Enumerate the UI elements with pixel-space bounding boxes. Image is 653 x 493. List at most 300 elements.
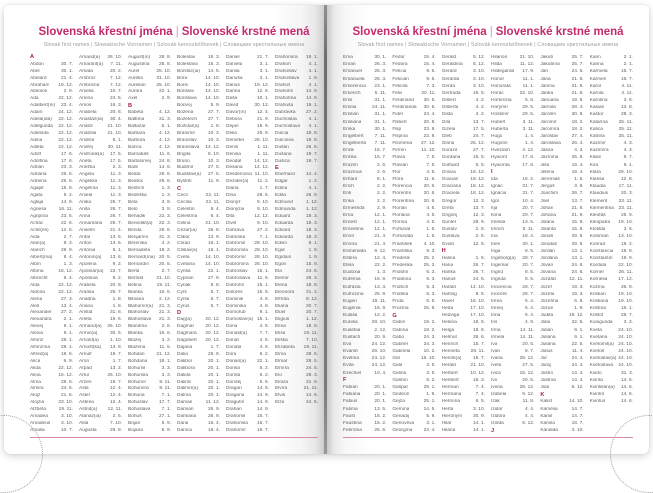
given-name: Fedor: [392, 55, 405, 61]
name-entry: [491, 162, 534, 169]
name-day-date: 2. 2.: [376, 191, 387, 197]
name-day-date: 20. 8.: [109, 110, 122, 116]
name-entry: [392, 240, 435, 247]
given-name: Helena: [441, 320, 457, 326]
name-entry: [343, 362, 386, 369]
name-entry: [275, 144, 318, 151]
name-day-date: 20. 11.: [421, 90, 436, 96]
name-entry: [177, 61, 220, 68]
name-entry: [343, 111, 386, 118]
given-name: Gustáva: [441, 234, 460, 240]
given-name: Dalibora: [177, 365, 195, 371]
given-name: Dobrava: [226, 227, 245, 233]
section-letter: D: [177, 309, 182, 316]
name-entry: [79, 337, 122, 344]
given-name: Gala: [392, 363, 403, 369]
given-name: Izák: [490, 399, 500, 405]
name-entry: [590, 391, 633, 398]
name-entry: [226, 330, 269, 337]
name-entry: [128, 95, 171, 102]
given-name: Dobromír: [226, 255, 246, 261]
name-entry: [491, 248, 534, 255]
name-day-date: 17. 9.: [522, 69, 535, 75]
name-day-date: 19. 11.: [156, 282, 171, 288]
name-entry: [275, 123, 318, 130]
given-name: Belo: [128, 206, 138, 212]
name-day-date: 22. 10.: [618, 263, 633, 269]
name-entry: [30, 240, 73, 247]
name-day-date: 3. 10.: [472, 406, 485, 412]
name-day-date: 29. 1.: [423, 384, 436, 390]
name-day-date: 5. 1.: [112, 137, 122, 143]
given-name: Gerald: [441, 55, 457, 61]
given-name: Alfonz: [30, 338, 44, 344]
name-day-date: 7. 11.: [374, 141, 387, 147]
name-entry: [590, 68, 633, 75]
name-day-date: 26. 9.: [305, 193, 318, 199]
name-day-date: 16. 11.: [58, 206, 73, 212]
name-day-date: 30. 1.: [60, 68, 73, 74]
name-day-date: 4. 1.: [308, 117, 318, 123]
name-entry: [590, 205, 633, 212]
name-day-date: 2. 9.: [63, 89, 73, 95]
given-name: Kvetoslav(a): [589, 356, 617, 362]
name-day-date: 4. 1.: [308, 124, 318, 130]
name-day-date: 18. 7.: [109, 351, 122, 357]
name-entry: [128, 303, 171, 310]
name-entry: [226, 75, 269, 82]
name-day-date: 22. 3.: [158, 220, 171, 226]
name-day-date: 9. 6.: [426, 76, 436, 82]
name-day-date: 27. 1.: [158, 414, 171, 420]
name-entry: [128, 399, 171, 406]
name-entry: [177, 206, 220, 213]
given-name: Július: [540, 349, 553, 355]
name-entry: [177, 282, 220, 289]
name-day-date: 19. 3.: [571, 284, 584, 290]
name-entry: [491, 319, 534, 326]
name-day-date: 5. 3.: [426, 284, 436, 290]
name-day-date: 7. 5.: [426, 155, 436, 161]
name-day-date: 24. 10.: [618, 349, 633, 355]
name-day-date: 18. 8.: [472, 327, 485, 333]
name-entry: [128, 137, 171, 144]
name-day-date: 15. 9.: [256, 289, 269, 295]
name-entry: [177, 372, 220, 379]
name-day-date: 1. 8.: [210, 124, 220, 130]
given-name: Herald: [441, 363, 456, 369]
name-day-date: 19. 7.: [109, 379, 122, 385]
given-name: Ivona: [490, 384, 503, 390]
name-entry: [79, 75, 122, 82]
name-day-date: 14. 10.: [205, 262, 220, 268]
name-entry: [275, 365, 318, 372]
name-day-date: 18. 7.: [571, 420, 584, 426]
name-entry: [442, 133, 485, 140]
name-entry: [128, 392, 171, 399]
name-day-date: 24. 6.: [472, 277, 485, 283]
name-entry: [442, 226, 485, 233]
name-entry: [540, 140, 583, 147]
name-day-date: 25. 7.: [571, 62, 584, 68]
name-entry: [442, 362, 485, 369]
name-entry: [226, 303, 269, 310]
given-name: Galina: [392, 370, 407, 376]
name-entry: [30, 89, 73, 96]
given-name: Juta: [540, 384, 550, 390]
given-name: Dragan: [226, 386, 242, 392]
given-name: Fortunát: [392, 227, 411, 233]
name-day-date: 27. 5.: [522, 363, 535, 369]
given-name: Erik: [343, 191, 352, 197]
name-entry: [177, 220, 220, 227]
name-day-date: 5. 7.: [210, 303, 220, 309]
name-entry: [30, 61, 73, 68]
name-entry: [128, 386, 171, 393]
given-name: Kvetana: [589, 334, 608, 340]
given-name: Berenika: [128, 241, 147, 247]
name-day-date: 7. 7.: [259, 331, 269, 337]
name-entry: [226, 123, 269, 130]
name-day-date: 19. 11.: [303, 345, 318, 351]
name-day-date: 16. 12.: [58, 372, 73, 378]
given-name: Katrina: [589, 133, 605, 139]
name-day-date: 24. 3.: [423, 334, 436, 340]
given-name: Kveta: [589, 327, 602, 333]
given-name: Aneta: [79, 158, 92, 164]
name-entry: [79, 130, 122, 137]
name-entry: [275, 358, 318, 365]
name-day-date: 28. 6.: [158, 227, 171, 233]
name-day-date: 3. 6.: [623, 227, 633, 233]
name-day-date: 7. 11.: [374, 133, 387, 139]
name-day-date: 25. 9.: [374, 291, 387, 297]
name-entry: [540, 183, 583, 190]
given-name: Karolína: [589, 98, 608, 104]
given-name: Johana: [540, 212, 557, 218]
name-day-date: 21. 2.: [305, 289, 318, 295]
name-day-date: 28. 7.: [522, 284, 535, 290]
given-name: Dobromil: [226, 241, 246, 247]
name-entry: [128, 220, 171, 227]
given-name: Albrecht: [30, 275, 48, 281]
given-name: Julián: [540, 327, 553, 333]
name-entry: [491, 68, 534, 75]
name-day-date: 15. 9.: [571, 227, 584, 233]
name-entry: [177, 213, 220, 220]
given-name: Gabriel: [392, 341, 408, 347]
name-entry: [177, 123, 220, 130]
given-name: Ctislav(a): [177, 248, 198, 254]
given-name: Fedora: [392, 62, 408, 68]
name-day-date: 2. 8.: [475, 227, 485, 233]
given-name: Kalist: [540, 399, 553, 405]
name-day-date: 6. 1.: [112, 248, 122, 254]
name-entry: [540, 162, 583, 169]
given-name: Arleta: [79, 317, 92, 323]
given-name: Jonáš: [540, 234, 554, 240]
name-entry: [128, 316, 171, 323]
name-entry: [590, 269, 633, 276]
name-entry: [128, 323, 171, 330]
name-entry: [392, 420, 435, 427]
given-name: Izolda: [490, 420, 504, 426]
name-day-date: 11. 8.: [522, 399, 535, 405]
given-name: Balbína: [128, 117, 145, 123]
name-day-date: 25. 2.: [423, 255, 436, 261]
given-name: Dezider(a): [226, 179, 249, 185]
given-name: Angela: [79, 172, 94, 178]
name-day-date: 9. 1.: [574, 327, 584, 333]
name-day-date: 28. 3.: [620, 112, 633, 118]
given-name: Ariadna: [79, 296, 96, 302]
given-name: Imelda: [490, 220, 506, 226]
name-entry: [343, 126, 386, 133]
name-day-date: 6. 12.: [522, 420, 535, 426]
name-day-date: 29. 9.: [571, 241, 584, 247]
name-entry: [177, 379, 220, 386]
name-day-date: 26. 5.: [305, 144, 318, 150]
name-entry: [540, 176, 583, 183]
given-name: Bohuslava: [128, 407, 151, 413]
name-day-date: 14. 12.: [205, 144, 220, 150]
name-entry: [79, 199, 122, 206]
name-entry: [177, 158, 220, 165]
name-entry: [343, 262, 386, 269]
name-day-date: 9. 1.: [259, 310, 269, 316]
name-entry: [226, 206, 269, 213]
name-day-date: 14. 6.: [620, 399, 633, 405]
name-entry: [540, 276, 583, 283]
name-entry: [590, 133, 633, 140]
given-name: Adelinda: [30, 130, 49, 136]
name-day-date: 16. 7.: [620, 76, 633, 82]
given-name: Dušana: [275, 151, 292, 157]
name-entry: [491, 226, 534, 233]
name-day-date: 19. 10.: [618, 291, 633, 297]
name-day-date: 2. 5.: [112, 414, 122, 420]
given-name: Dobrinka: [226, 234, 246, 240]
name-day-date: 1. 7.: [210, 345, 220, 351]
name-entry: [442, 355, 485, 362]
name-entry: [226, 185, 269, 192]
name-entry: [128, 116, 171, 123]
name-entry: [177, 240, 220, 247]
name-entry: [275, 303, 318, 310]
given-name: Gilbert: [441, 98, 456, 104]
name-day-date: 21. 7.: [256, 54, 269, 60]
name-entry: [392, 169, 435, 176]
given-name: Hostimír: [490, 112, 509, 118]
name-day-date: 28. 5.: [305, 358, 318, 364]
given-name: Adalbert(ín): [30, 103, 56, 109]
name-day-date: 22. 5.: [571, 320, 584, 326]
given-name: Bartolomej: [128, 158, 151, 164]
given-name: Grigorij: [441, 212, 458, 218]
name-entry: [30, 275, 73, 282]
name-entry: [442, 312, 485, 319]
given-name: Dalida: [177, 372, 191, 378]
name-day-date: 9. 1.: [63, 331, 73, 337]
name-entry: [491, 133, 534, 140]
name-entry: [226, 61, 269, 68]
name-entry: [392, 233, 435, 240]
name-entry: [30, 220, 73, 227]
given-name: Eleonóra: [275, 289, 295, 295]
name-entry: [540, 334, 583, 341]
name-day-date: 11. 10.: [421, 148, 436, 154]
given-name: Eliáš: [275, 310, 286, 316]
name-entry: [343, 319, 386, 326]
name-day-date: 22. 12.: [58, 117, 73, 123]
name-entry: [442, 269, 485, 276]
given-name: Adela(ida): [30, 117, 52, 123]
given-name: Arnold(a): [79, 338, 99, 344]
name-entry: [177, 268, 220, 275]
given-name: Horác: [490, 90, 504, 96]
name-day-date: 4. 5.: [426, 220, 436, 226]
name-day-date: 1. 12.: [305, 317, 318, 323]
name-day-date: 13. 7.: [571, 198, 584, 204]
name-day-date: 5. 12.: [472, 55, 485, 61]
given-name: Kandida: [540, 428, 558, 434]
name-entry: [590, 183, 633, 190]
name-day-date: 7. 4.: [475, 384, 485, 390]
name-day-date: 21. 6.: [60, 393, 73, 399]
given-name: Celestína: [177, 213, 198, 219]
given-name: Grácia: [441, 169, 456, 175]
name-day-date: 21. 4.: [60, 75, 73, 81]
name-day-date: 2. 7.: [63, 234, 73, 240]
name-day-date: 24. 11.: [372, 105, 387, 111]
given-name: Karin: [589, 55, 601, 61]
name-entry: [177, 254, 220, 261]
given-name: Gustáv: [441, 227, 457, 233]
name-entry: [491, 83, 534, 90]
name-entry: [177, 165, 220, 172]
name-day-date: 4. 12.: [522, 148, 535, 154]
given-name: Aranka: [79, 289, 95, 295]
name-day-date: 25. 2.: [423, 263, 436, 269]
name-day-date: 4. 1.: [308, 82, 318, 88]
given-name: Danuša: [226, 75, 243, 81]
name-entry: [79, 358, 122, 365]
name-entry: [275, 151, 318, 158]
name-day-date: 2. 3.: [112, 165, 122, 171]
name-entry: [30, 351, 73, 358]
given-name: Irena: [490, 298, 502, 304]
given-name: Ada: [30, 96, 39, 102]
name-day-date: 16. 7.: [620, 69, 633, 75]
given-name: Florentín: [392, 191, 412, 197]
section-letter: F: [343, 377, 347, 384]
given-name: Jozafát: [540, 277, 556, 283]
name-entry: [442, 104, 485, 111]
name-entry: [491, 154, 534, 161]
given-name: Kleopatra: [589, 220, 611, 226]
name-entry: [79, 123, 122, 130]
name-entry: [343, 83, 386, 90]
given-name: Drahotín: [275, 89, 294, 95]
given-name: Alexej: [30, 324, 44, 330]
given-name: Albína: [30, 269, 44, 275]
name-entry: [275, 192, 318, 199]
name-day-date: 8. 5.: [524, 270, 535, 276]
given-name: Ernest: [343, 220, 357, 226]
name-day-date: 19. 2.: [423, 320, 436, 326]
given-name: Bystrík: [177, 179, 192, 185]
given-name: Eliána: [275, 303, 289, 309]
name-entry: [226, 54, 269, 61]
name-day-date: 28. 5.: [256, 193, 269, 199]
given-name: Engelberta: [343, 141, 367, 147]
name-day-date: 28. 4.: [571, 105, 584, 111]
given-name: Jozef: [540, 284, 552, 290]
name-entry: [540, 319, 583, 326]
given-name: Darina: [226, 89, 241, 95]
name-day-date: 1. 5.: [475, 255, 485, 261]
given-name: Kvinta: [589, 377, 603, 383]
name-entry: [590, 319, 633, 326]
name-entry: [343, 54, 386, 61]
name-entry: [491, 341, 534, 348]
name-entry: [128, 358, 171, 365]
name-entry: [177, 144, 220, 151]
name-entry: [128, 275, 171, 282]
name-entry: [540, 212, 583, 219]
name-entry: [343, 384, 386, 391]
name-day-date: 24. 10.: [618, 327, 633, 333]
name-entry: [392, 190, 435, 197]
given-name: Adolfína: [30, 158, 48, 164]
name-entry: [343, 276, 386, 283]
name-day-date: 4. 12.: [158, 144, 171, 150]
given-name: Iveta: [490, 363, 502, 369]
given-name: Ina: [490, 234, 498, 240]
name-entry: [275, 386, 318, 393]
name-day-date: 12. 12.: [254, 213, 269, 219]
name-day-date: 28. 10.: [254, 255, 269, 261]
name-day-date: 24. 12.: [371, 341, 387, 347]
given-name: Felicián: [392, 76, 409, 82]
name-day-date: 14. 10.: [205, 96, 220, 102]
given-name: Kastor: [589, 112, 604, 118]
name-entry: [275, 158, 318, 165]
name-day-date: 4. 11.: [621, 90, 633, 96]
name-day-date: 25. 1.: [423, 399, 436, 405]
given-name: Gál: [392, 356, 400, 362]
given-name: Aster: [79, 393, 91, 399]
name-day-date: 24. 5.: [305, 269, 318, 275]
name-entry: [275, 109, 318, 116]
name-day-date: 17. 8.: [522, 155, 535, 161]
name-entry: [226, 109, 269, 116]
given-name: Alda: [30, 282, 40, 288]
given-name: Honoráta: [490, 83, 511, 89]
name-day-date: 26. 4.: [571, 141, 584, 147]
name-day-date: 6. 3.: [426, 277, 436, 283]
name-day-date: 20. 5.: [522, 377, 535, 383]
name-day-date: 20. 1.: [374, 384, 387, 390]
name-day-date: 22. 12.: [58, 96, 73, 102]
name-day-date: 6. 4.: [524, 298, 535, 304]
name-entry: [128, 427, 171, 434]
name-entry: [226, 89, 269, 96]
name-entry: [392, 90, 435, 97]
given-name: Flavián: [392, 162, 408, 168]
name-day-date: 3. 10.: [472, 69, 485, 75]
given-name: Božena: [177, 110, 194, 116]
